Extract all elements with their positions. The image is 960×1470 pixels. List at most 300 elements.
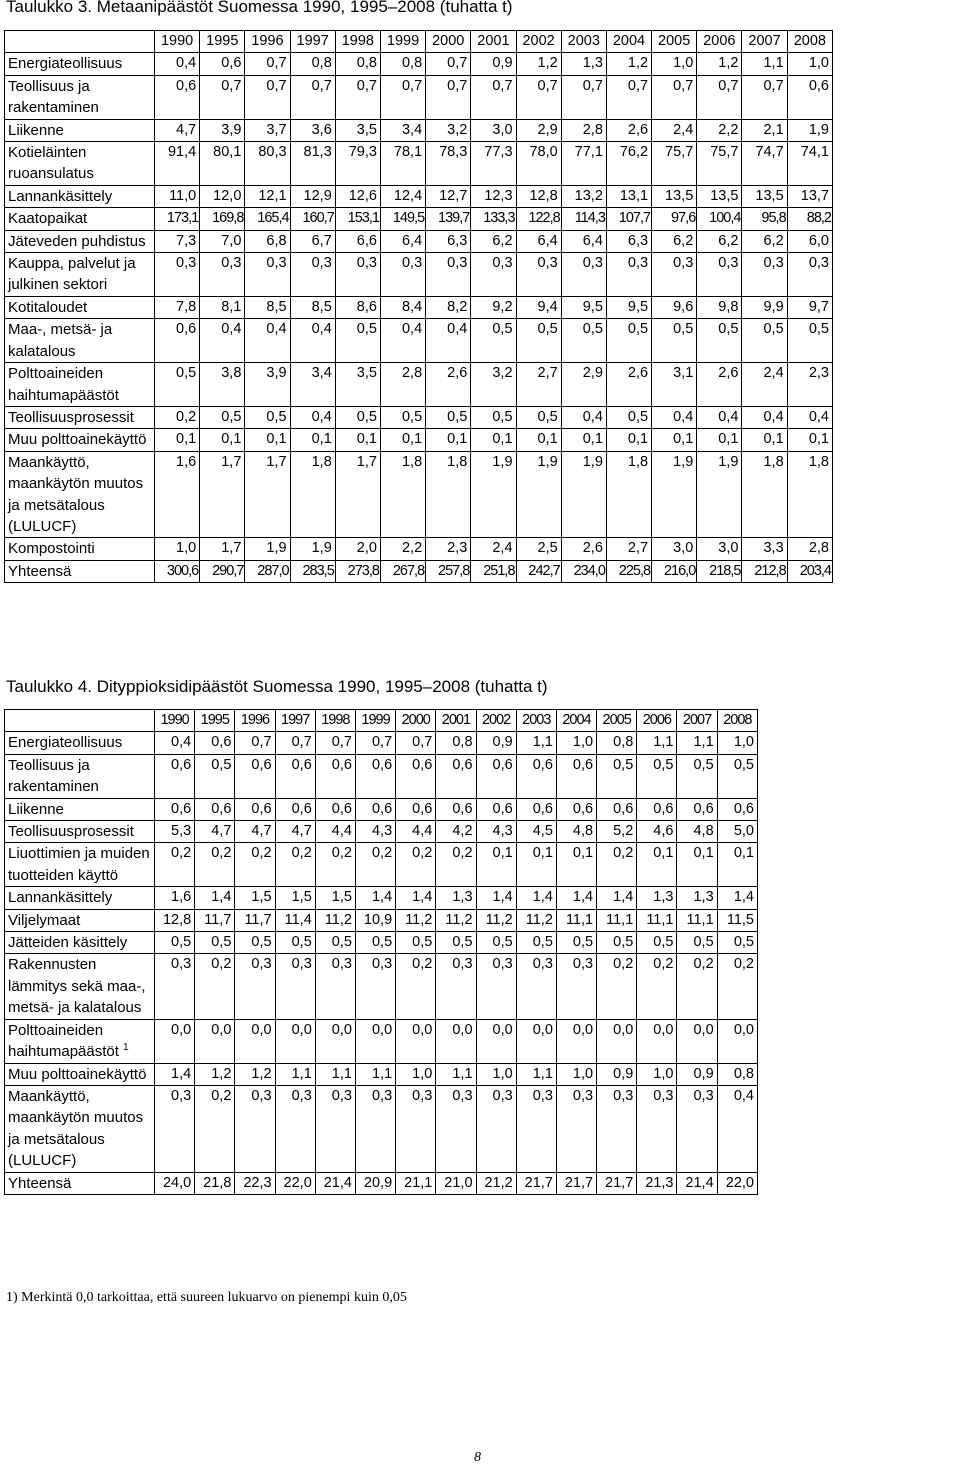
value-cell: 0,3 [556,1085,596,1172]
table-row [5,1063,758,1085]
value-cell: 122,8 [516,208,561,230]
row-label: Rakennusten lämmitys sekä maa-, metsä- ja kalatalous [8,956,146,1017]
row-label-cell [5,843,155,887]
row-label-cell [5,185,155,207]
value-cell: 0,6 [155,319,200,363]
value-cell: 12,7 [426,185,471,207]
value-cell: 0,7 [245,75,290,119]
value-cell: 2,0 [335,538,380,560]
year-header-cell: 2008 [717,710,757,732]
value-cell: 0,5 [471,406,516,428]
value-cell: 74,7 [742,142,787,186]
value-cell: 0,4 [155,53,200,75]
value-cell: 9,4 [516,296,561,318]
value-cell: 12,1 [245,185,290,207]
value-cell: 1,1 [742,53,787,75]
value-cell: 1,9 [697,451,742,538]
value-cell: 0,7 [697,75,742,119]
value-cell: 0,6 [355,754,395,798]
row-label-cell [5,451,155,538]
year-header-cell: 1996 [235,710,275,732]
value-cell: 0,3 [556,954,596,1019]
value-cell: 1,4 [476,887,516,909]
value-cell: 5,0 [717,821,757,843]
value-cell: 2,2 [697,119,742,141]
value-cell: 0,5 [677,932,717,954]
value-cell: 0,3 [561,253,606,297]
value-cell: 8,5 [245,296,290,318]
value-cell: 78,3 [426,142,471,186]
value-cell: 0,9 [476,732,516,754]
value-cell: 1,1 [516,1063,556,1085]
value-cell: 4,2 [436,821,476,843]
value-cell: 0,5 [597,754,637,798]
value-cell: 7,8 [155,296,200,318]
row-label: Lannankäsittely [8,187,113,205]
value-cell: 21,1 [396,1172,436,1194]
value-cell: 8,4 [380,296,425,318]
value-cell: 0,7 [380,75,425,119]
value-cell: 0,1 [426,429,471,451]
value-cell: 0,5 [380,406,425,428]
value-cell: 0,0 [315,1019,355,1063]
value-cell: 21,2 [476,1172,516,1194]
row-label: Yhteensä [8,1174,72,1192]
value-cell: 0,1 [516,429,561,451]
row-label-cell [5,429,155,451]
value-cell: 12,0 [200,185,245,207]
row-label-cell [5,53,155,75]
value-cell: 133,3 [471,208,516,230]
value-cell: 1,4 [556,887,596,909]
value-cell: 74,1 [787,142,832,186]
value-cell: 0,4 [290,319,335,363]
row-label-cell [5,363,155,407]
value-cell: 1,1 [355,1063,395,1085]
value-cell: 0,1 [476,843,516,887]
table-row [5,208,833,230]
value-cell: 0,5 [396,932,436,954]
value-cell: 1,2 [697,53,742,75]
value-cell: 1,0 [476,1063,516,1085]
value-cell: 0,3 [290,253,335,297]
value-cell: 0,5 [235,932,275,954]
value-cell: 0,3 [155,1085,195,1172]
value-cell: 0,3 [516,253,561,297]
table-row [5,363,833,407]
value-cell: 0,1 [652,429,697,451]
value-cell: 0,7 [355,732,395,754]
value-cell: 3,7 [245,119,290,141]
value-cell: 283,5 [290,560,335,582]
value-cell: 225,8 [606,560,651,582]
value-cell: 91,4 [155,142,200,186]
value-cell: 8,2 [426,296,471,318]
value-cell: 0,1 [200,429,245,451]
value-cell: 0,5 [516,932,556,954]
value-cell: 22,0 [717,1172,757,1194]
value-cell: 0,7 [471,75,516,119]
value-cell: 0,0 [355,1019,395,1063]
year-header-cell: 2004 [556,710,596,732]
value-cell: 21,8 [195,1172,235,1194]
value-cell: 0,3 [275,1085,315,1172]
value-cell: 21,7 [556,1172,596,1194]
value-cell: 12,8 [155,909,195,931]
value-cell: 0,4 [717,1085,757,1172]
value-cell: 0,7 [275,732,315,754]
row-label: Kaatopaikat [8,210,88,228]
value-cell: 1,2 [516,53,561,75]
value-cell: 242,7 [516,560,561,582]
year-header-cell: 2007 [677,710,717,732]
value-cell: 0,2 [195,843,235,887]
row-label: Liuottimien ja muiden tuotteiden käyttö [8,845,150,884]
value-cell: 218,5 [697,560,742,582]
value-cell: 11,0 [155,185,200,207]
value-cell: 6,4 [561,230,606,252]
year-header-cell: 2008 [787,31,832,53]
value-cell: 77,1 [561,142,606,186]
value-cell: 0,5 [637,754,677,798]
value-cell: 1,4 [155,1063,195,1085]
value-cell: 0,1 [245,429,290,451]
value-cell: 21,3 [637,1172,677,1194]
value-cell: 0,3 [275,954,315,1019]
value-cell: 3,2 [471,363,516,407]
row-label: Polttoaineiden haihtumapäästöt [8,365,119,404]
value-cell: 0,3 [436,1085,476,1172]
value-cell: 21,7 [597,1172,637,1194]
value-cell: 11,1 [597,909,637,931]
value-cell: 4,8 [556,821,596,843]
row-label-cell [5,821,155,843]
value-cell: 0,5 [315,932,355,954]
value-cell: 0,2 [355,843,395,887]
value-cell: 9,8 [697,296,742,318]
value-cell: 0,3 [742,253,787,297]
value-cell: 0,3 [426,253,471,297]
value-cell: 8,6 [335,296,380,318]
value-cell: 0,5 [742,319,787,363]
value-cell: 1,3 [436,887,476,909]
value-cell: 6,0 [787,230,832,252]
value-cell: 0,1 [561,429,606,451]
value-cell: 0,5 [155,932,195,954]
value-cell: 0,3 [315,954,355,1019]
value-cell: 1,1 [436,1063,476,1085]
value-cell: 21,4 [677,1172,717,1194]
value-cell: 4,7 [155,119,200,141]
value-cell: 4,6 [637,821,677,843]
value-cell: 6,3 [426,230,471,252]
value-cell: 0,1 [471,429,516,451]
value-cell: 0,6 [637,798,677,820]
footnote-marker: 1 [123,1042,129,1054]
value-cell: 0,3 [245,253,290,297]
year-header-cell: 1997 [275,710,315,732]
table-4-caption: Taulukko 4. Dityppioksidipäästöt Suomessa 1990, 1995–2008 (tuhatta t) [6,677,548,696]
value-cell: 0,9 [471,53,516,75]
value-cell: 2,4 [742,363,787,407]
value-cell: 4,7 [195,821,235,843]
value-cell: 9,2 [471,296,516,318]
value-cell: 0,8 [717,1063,757,1085]
value-cell: 79,3 [335,142,380,186]
value-cell: 7,0 [200,230,245,252]
value-cell: 3,8 [200,363,245,407]
value-cell: 0,5 [335,406,380,428]
value-cell: 0,7 [245,53,290,75]
value-cell: 0,3 [652,253,697,297]
year-header-cell: 2005 [597,710,637,732]
value-cell: 0,0 [436,1019,476,1063]
value-cell: 0,5 [677,754,717,798]
value-cell: 9,9 [742,296,787,318]
table-row [5,53,833,75]
value-cell: 0,7 [396,732,436,754]
value-cell: 0,6 [275,754,315,798]
value-cell: 0,6 [235,754,275,798]
row-label: Liikenne [8,121,64,139]
value-cell: 0,6 [396,754,436,798]
value-cell: 0,2 [275,843,315,887]
value-cell: 76,2 [606,142,651,186]
value-cell: 0,6 [556,798,596,820]
value-cell: 1,4 [597,887,637,909]
value-cell: 0,4 [155,732,195,754]
value-cell: 1,9 [516,451,561,538]
value-cell: 2,6 [606,363,651,407]
value-cell: 0,4 [290,406,335,428]
value-cell: 0,3 [476,954,516,1019]
row-label-cell [5,230,155,252]
value-cell: 0,6 [155,754,195,798]
value-cell: 0,3 [606,253,651,297]
value-cell: 11,2 [476,909,516,931]
year-header-cell: 1995 [195,710,235,732]
value-cell: 8,5 [290,296,335,318]
table-row [5,75,833,119]
value-cell: 4,7 [275,821,315,843]
value-cell: 0,5 [717,754,757,798]
value-cell: 0,1 [335,429,380,451]
value-cell: 0,5 [637,932,677,954]
value-cell: 1,2 [195,1063,235,1085]
row-label-cell [5,142,155,186]
year-header-cell: 2006 [637,710,677,732]
value-cell: 0,6 [275,798,315,820]
value-cell: 0,1 [787,429,832,451]
value-cell: 0,7 [290,75,335,119]
row-label: Maa-, metsä- ja kalatalous [8,321,113,360]
value-cell: 0,5 [516,319,561,363]
value-cell: 0,3 [516,1085,556,1172]
table-row [5,1172,758,1194]
value-cell: 3,5 [335,119,380,141]
value-cell: 114,3 [561,208,606,230]
row-label: Muu polttoainekäyttö [8,431,147,449]
row-label-cell [5,932,155,954]
value-cell: 0,2 [717,954,757,1019]
year-header-cell: 1995 [200,31,245,53]
value-cell: 0,0 [556,1019,596,1063]
value-cell: 1,6 [155,451,200,538]
value-cell: 6,4 [380,230,425,252]
row-label: Teollisuus ja rakentaminen [8,756,99,796]
table-header-row [5,710,758,732]
value-cell: 12,6 [335,185,380,207]
value-cell: 139,7 [426,208,471,230]
value-cell: 290,7 [200,560,245,582]
value-cell: 0,0 [275,1019,315,1063]
value-cell: 160,7 [290,208,335,230]
value-cell: 0,7 [426,53,471,75]
value-cell: 0,3 [315,1085,355,1172]
methane-emissions-table [4,30,833,583]
value-cell: 8,1 [200,296,245,318]
value-cell: 0,5 [606,406,651,428]
value-cell: 0,3 [637,1085,677,1172]
value-cell: 0,2 [436,843,476,887]
row-label: Jätteiden käsittely [8,934,128,952]
value-cell: 6,2 [697,230,742,252]
value-cell: 2,3 [787,363,832,407]
value-cell: 10,9 [355,909,395,931]
table-row [5,887,758,909]
row-label-cell [5,1172,155,1194]
value-cell: 11,2 [516,909,556,931]
value-cell: 3,1 [652,363,697,407]
value-cell: 1,8 [787,451,832,538]
value-cell: 13,7 [787,185,832,207]
value-cell: 75,7 [697,142,742,186]
table-row [5,253,833,297]
value-cell: 0,0 [516,1019,556,1063]
value-cell: 0,3 [155,954,195,1019]
value-cell: 0,6 [597,798,637,820]
value-cell: 0,6 [717,798,757,820]
table-row [5,142,833,186]
value-cell: 2,3 [426,538,471,560]
value-cell: 0,5 [195,754,235,798]
year-header-cell: 2002 [516,31,561,53]
value-cell: 11,2 [396,909,436,931]
value-cell: 203,4 [787,560,832,582]
value-cell: 0,5 [355,932,395,954]
value-cell: 1,0 [637,1063,677,1085]
value-cell: 3,4 [290,363,335,407]
value-cell: 0,2 [637,954,677,1019]
value-cell: 0,7 [606,75,651,119]
value-cell: 0,7 [742,75,787,119]
row-label: Muu polttoainekäyttö [8,1065,147,1083]
value-cell: 0,1 [677,843,717,887]
table-3-caption: Taulukko 3. Metaanipäästöt Suomessa 1990, 1995–2008 (tuhatta t) [6,0,513,16]
table-row [5,185,833,207]
value-cell: 1,3 [637,887,677,909]
table-row [5,1019,758,1063]
value-cell: 1,1 [275,1063,315,1085]
value-cell: 0,6 [556,754,596,798]
year-header-cell: 1990 [155,31,200,53]
value-cell: 75,7 [652,142,697,186]
value-cell: 0,5 [195,932,235,954]
year-header-cell: 1999 [380,31,425,53]
value-cell: 0,2 [597,843,637,887]
value-cell: 2,9 [516,119,561,141]
value-cell: 0,4 [200,319,245,363]
value-cell: 1,4 [355,887,395,909]
table-row [5,119,833,141]
value-cell: 0,5 [697,319,742,363]
value-cell: 0,8 [290,53,335,75]
value-cell: 3,9 [245,363,290,407]
value-cell: 0,4 [380,319,425,363]
value-cell: 0,2 [155,406,200,428]
year-header-cell: 2003 [516,710,556,732]
value-cell: 11,2 [436,909,476,931]
value-cell: 2,6 [426,363,471,407]
value-cell: 80,3 [245,142,290,186]
value-cell: 88,2 [787,208,832,230]
value-cell: 0,3 [235,1085,275,1172]
value-cell: 1,3 [677,887,717,909]
value-cell: 4,5 [516,821,556,843]
value-cell: 11,1 [677,909,717,931]
row-label: Liikenne [8,800,64,818]
year-header-cell: 2001 [436,710,476,732]
value-cell: 0,8 [380,53,425,75]
value-cell: 22,0 [275,1172,315,1194]
table-header-row [5,31,833,53]
value-cell: 1,8 [290,451,335,538]
value-cell: 22,3 [235,1172,275,1194]
row-label-cell [5,887,155,909]
value-cell: 0,9 [597,1063,637,1085]
value-cell: 1,9 [290,538,335,560]
value-cell: 12,8 [516,185,561,207]
footnote: 1) Merkintä 0,0 tarkoittaa, että suureen lukuarvo on pienempi kuin 0,05 [6,1290,407,1305]
value-cell: 81,3 [290,142,335,186]
value-cell: 3,9 [200,119,245,141]
value-cell: 9,5 [561,296,606,318]
value-cell: 0,4 [245,319,290,363]
value-cell: 0,8 [436,732,476,754]
value-cell: 2,6 [697,363,742,407]
value-cell: 0,7 [561,75,606,119]
value-cell: 21,0 [436,1172,476,1194]
value-cell: 11,5 [717,909,757,931]
table-row [5,560,833,582]
value-cell: 0,3 [476,1085,516,1172]
value-cell: 1,5 [235,887,275,909]
row-label: Teollisuusprosessit [8,823,134,841]
value-cell: 0,6 [516,754,556,798]
value-cell: 2,4 [652,119,697,141]
value-cell: 1,8 [742,451,787,538]
table-row [5,843,758,887]
value-cell: 1,7 [245,451,290,538]
value-cell: 0,3 [235,954,275,1019]
value-cell: 1,2 [235,1063,275,1085]
value-cell: 0,5 [787,319,832,363]
value-cell: 12,4 [380,185,425,207]
row-label: Energiateollisuus [8,55,123,73]
year-header-cell: 1996 [245,31,290,53]
value-cell: 21,4 [315,1172,355,1194]
value-cell: 11,2 [315,909,355,931]
